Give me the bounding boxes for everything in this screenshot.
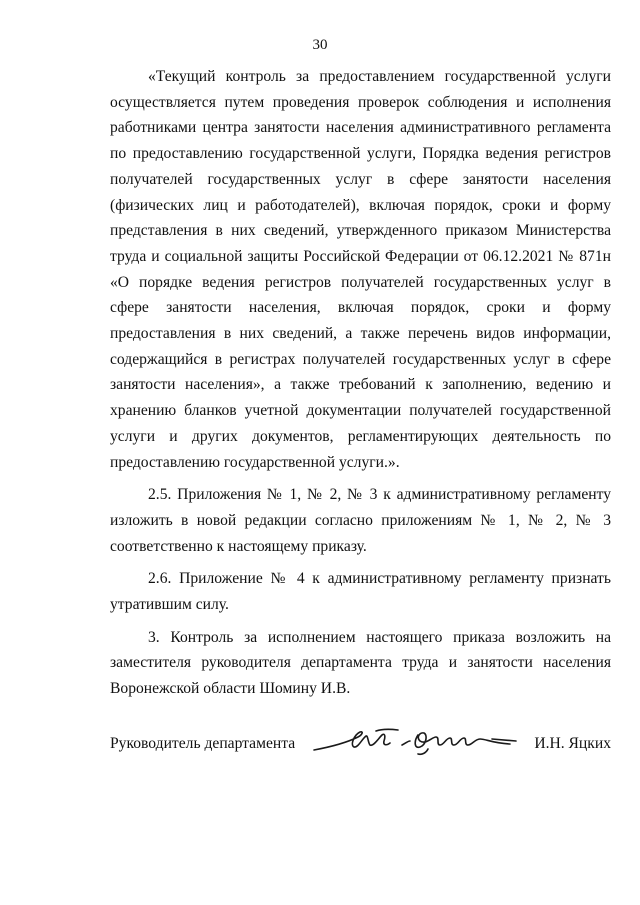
paragraph-current-control: «Текущий контроль за предоставлением государственной услуги осуществляется путем проведения проверок соблюдения и исполнения работниками центра занятости населения административного регламента по предоставлению государственной услуги, Порядка ведения регистров получателей государственных услуг в сфере занятости населения (физических лиц и работодателей), включая порядок, сроки и форму представления в них сведений, утвержденного приказом Министерства труда и социальной защиты Российской Федерации от 06.12.2021 № 871н «О порядке ведения регистров получателей государственных услуг в сфере занятости населения, включая порядок, сроки и форму предоставления в них сведений, а также перечень видов информации, содержащийся в регистрах получателей государственных услуг в сфере занятости населения», а также требований к заполнению, ведению и хранению бланков учетной документации получателей государственной услуги и других документов, регламентирующих деятельность по предоставлению государственной услуги.». — [110, 68, 611, 471]
paragraph-2-5: 2.5. Приложения № 1, № 2, № 3 к административному регламенту изложить в новой редакции согласно приложениям № 1, № 2, № 3 соответственно к настоящему приказу. — [110, 486, 611, 555]
paragraph-2-6: 2.6. Приложение № 4 к административному регламенту признать утратившим силу. — [110, 570, 611, 614]
paragraph-3: 3. Контроль за исполнением настоящего приказа возложить на заместителя руководителя департамента труда и занятости населения Воронежской области Шомину И.В. — [110, 628, 611, 698]
signature-block — [110, 735, 611, 765]
handwritten-signature — [310, 723, 520, 757]
page-number: 30 — [312, 37, 328, 53]
document-body — [110, 64, 611, 702]
signatory-name: И.Н. Яцких — [534, 735, 611, 752]
signatory-title: Руководитель департамента — [110, 735, 296, 752]
